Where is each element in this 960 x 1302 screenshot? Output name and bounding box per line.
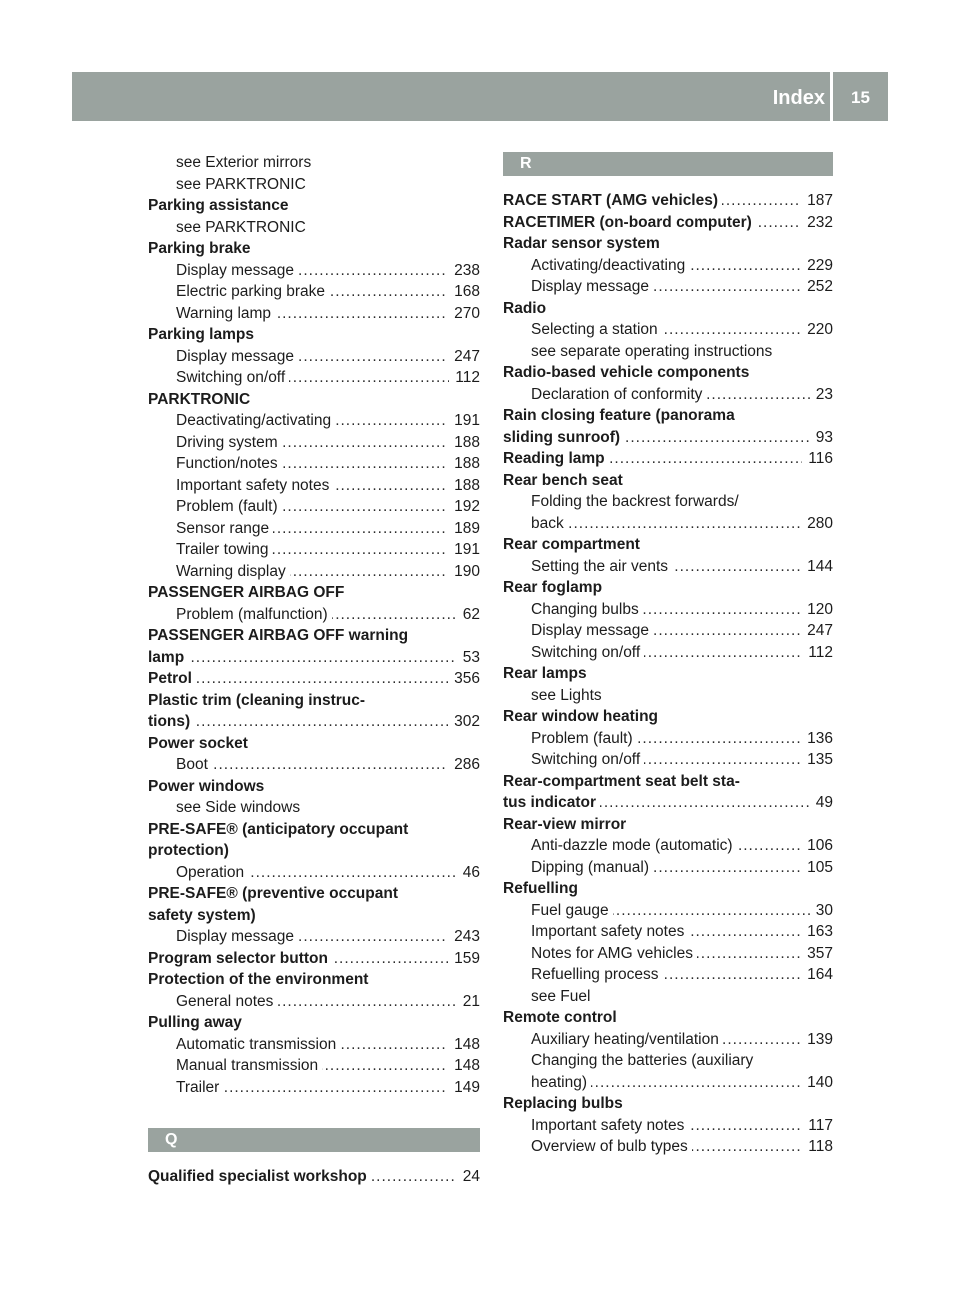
entry-page-number[interactable]: 280 <box>801 513 833 535</box>
entry-label: see Lights <box>531 687 606 704</box>
index-entry <box>148 819 480 841</box>
index-subentry <box>503 276 833 298</box>
index-subentry <box>148 281 480 303</box>
entry-page-number[interactable]: 159 <box>448 948 480 970</box>
entry-page-number[interactable]: 189 <box>448 518 480 540</box>
index-subentry <box>503 986 833 1008</box>
index-subentry <box>148 1077 480 1099</box>
entry-page-number[interactable]: 238 <box>448 260 480 282</box>
entry-page-number[interactable]: 191 <box>448 410 480 432</box>
index-subentry <box>148 303 480 325</box>
index-entry <box>148 238 480 260</box>
index-subentry <box>503 1050 833 1072</box>
entry-label: Qualified specialist workshop <box>148 1168 371 1185</box>
entry-page-number[interactable]: 232 <box>801 212 833 234</box>
index-subentry <box>148 1034 480 1056</box>
entry-label: protection) <box>148 842 233 859</box>
index-subentry <box>148 518 480 540</box>
entry-page-number[interactable]: 191 <box>448 539 480 561</box>
index-subentry <box>503 556 833 578</box>
entry-page-number[interactable]: 30 <box>810 900 833 922</box>
entry-label: sliding sunroof) <box>503 429 624 446</box>
index-subentry <box>503 685 833 707</box>
index-entry <box>503 212 833 234</box>
entry-label: Rear bench seat <box>503 472 627 489</box>
index-subentry <box>503 1029 833 1051</box>
index-entry <box>503 190 833 212</box>
entry-page-number[interactable]: 168 <box>448 281 480 303</box>
entry-label: see Fuel <box>531 988 594 1005</box>
index-subentry <box>503 642 833 664</box>
entry-page-number[interactable]: 188 <box>448 453 480 475</box>
entry-label: Setting the air vents <box>531 558 672 575</box>
entry-label: Switching on/off <box>531 751 644 768</box>
entry-page-number[interactable]: 220 <box>801 319 833 341</box>
entry-label: back <box>531 515 568 532</box>
index-entry <box>503 362 833 384</box>
index-subentry <box>148 152 480 174</box>
entry-label: Display message <box>176 928 298 945</box>
page-title: Index <box>772 87 825 109</box>
index-subentry <box>148 604 480 626</box>
index-subentry <box>148 174 480 196</box>
entry-page-number[interactable]: 21 <box>457 991 480 1013</box>
index-subentry <box>503 319 833 341</box>
entry-page-number[interactable]: 46 <box>457 862 480 884</box>
index-subentry <box>148 367 480 389</box>
index-entry <box>148 668 480 690</box>
entry-label: Radio-based vehicle components <box>503 364 753 381</box>
index-subentry <box>503 599 833 621</box>
index-subentry <box>503 384 833 406</box>
section-header-q: Q <box>148 1128 480 1152</box>
entry-label: Important safety notes <box>531 923 688 940</box>
entry-label: lamp <box>148 649 188 666</box>
entry-label: Electric parking brake <box>176 283 329 300</box>
entry-label: Overview of bulb types <box>531 1138 692 1155</box>
entry-label: PRE-SAFE® (anticipatory occupant <box>148 821 412 838</box>
entry-label: Display message <box>531 622 653 639</box>
index-entry <box>503 878 833 900</box>
entry-label: Problem (fault) <box>531 730 637 747</box>
entry-label: Declaration of conformity <box>531 386 706 403</box>
entry-label: Display message <box>176 262 298 279</box>
index-subentry <box>148 217 480 239</box>
entry-label: see PARKTRONIC <box>176 219 310 236</box>
entry-page-number[interactable]: 62 <box>457 604 480 626</box>
entry-page-number[interactable]: 247 <box>801 620 833 642</box>
index-entry <box>148 733 480 755</box>
index-subentry <box>148 260 480 282</box>
index-entry <box>503 1007 833 1029</box>
entry-label: RACE START (AMG vehicles) <box>503 192 722 209</box>
entry-label: Important safety notes <box>531 1117 688 1134</box>
entry-label: see Side windows <box>176 799 304 816</box>
index-subentry <box>503 513 833 535</box>
index-subentry <box>148 496 480 518</box>
entry-label: Function/notes <box>176 455 282 472</box>
entry-page-number[interactable]: 116 <box>802 448 833 470</box>
page-number: 15 <box>851 88 870 107</box>
entry-label: Activating/deactivating <box>531 257 689 274</box>
entry-label: General notes <box>176 993 277 1010</box>
index-subentry <box>148 410 480 432</box>
index-subentry <box>503 943 833 965</box>
index-entry <box>503 405 833 427</box>
entry-label: tus indicator <box>503 794 600 811</box>
entry-page-number[interactable]: 105 <box>801 857 833 879</box>
entry-label: Changing bulbs <box>531 601 643 618</box>
entry-label: Reading lamp <box>503 450 609 467</box>
entry-label: Switching on/off <box>176 369 289 386</box>
index-subentry <box>503 857 833 879</box>
index-subentry <box>503 900 833 922</box>
index-subentry <box>148 475 480 497</box>
index-entry <box>503 706 833 728</box>
index-entry <box>148 582 480 604</box>
entry-label: Operation <box>176 864 248 881</box>
entry-label: RACETIMER (on-board computer) <box>503 214 756 231</box>
entry-label: Selecting a station <box>531 321 662 338</box>
entry-label: Rear-compartment seat belt sta- <box>503 773 744 790</box>
index-subentry <box>503 921 833 943</box>
entry-page-number[interactable]: 357 <box>801 943 833 965</box>
entry-label: PRE-SAFE® (preventive occupant <box>148 885 402 902</box>
index-column-right <box>503 152 833 1158</box>
index-entry <box>148 948 480 970</box>
index-subentry <box>148 539 480 561</box>
entry-label: Driving system <box>176 434 282 451</box>
index-entry <box>503 1093 833 1115</box>
entry-label: Fuel gauge <box>531 902 613 919</box>
entry-label: Problem (malfunction) <box>176 606 332 623</box>
index-entry <box>503 577 833 599</box>
index-entry <box>503 663 833 685</box>
entry-label: Pulling away <box>148 1014 246 1031</box>
index-entry <box>148 1012 480 1034</box>
entry-page-number[interactable]: 192 <box>448 496 480 518</box>
entry-page-number[interactable]: 252 <box>801 276 833 298</box>
entry-page-number[interactable]: 270 <box>448 303 480 325</box>
index-subentry <box>148 346 480 368</box>
index-entry <box>503 470 833 492</box>
index-subentry <box>503 341 833 363</box>
index-entry <box>148 840 480 862</box>
entry-label: tions) <box>148 713 194 730</box>
entry-page-number[interactable]: 187 <box>801 190 833 212</box>
index-subentry <box>148 991 480 1013</box>
entry-page-number[interactable]: 140 <box>801 1072 833 1094</box>
entry-label: Notes for AMG vehicles <box>531 945 697 962</box>
entry-label: Rear-view mirror <box>503 816 630 833</box>
entry-label: Parking lamps <box>148 326 258 343</box>
entry-page-number[interactable]: 53 <box>457 647 480 669</box>
entry-label: Changing the batteries (auxiliary <box>531 1052 757 1069</box>
entry-label: Refuelling <box>503 880 582 897</box>
index-entry <box>503 534 833 556</box>
entry-label: Program selector button <box>148 950 332 967</box>
entry-page-number[interactable]: 144 <box>801 556 833 578</box>
entry-page-number[interactable]: 164 <box>801 964 833 986</box>
index-entry <box>148 647 480 669</box>
entry-page-number[interactable]: 286 <box>448 754 480 776</box>
index-column-left <box>148 152 480 1188</box>
index-subentry <box>148 754 480 776</box>
index-entry <box>148 690 480 712</box>
header-bar <box>72 72 830 121</box>
entry-page-number[interactable]: 49 <box>810 792 833 814</box>
entry-label: Warning lamp <box>176 305 275 322</box>
entry-page-number[interactable]: 247 <box>448 346 480 368</box>
index-entry <box>148 324 480 346</box>
index-subentry <box>503 1115 833 1137</box>
entry-page-number[interactable]: 120 <box>801 599 833 621</box>
index-entry <box>503 298 833 320</box>
entry-label: Replacing bulbs <box>503 1095 627 1112</box>
entry-label: Trailer <box>176 1079 223 1096</box>
entry-label: Plastic trim (cleaning instruc- <box>148 692 369 709</box>
entry-page-number[interactable]: 229 <box>801 255 833 277</box>
entry-label: Rear lamps <box>503 665 591 682</box>
index-entry <box>503 448 833 470</box>
entry-label: Petrol <box>148 670 196 687</box>
entry-label: Rain closing feature (panorama <box>503 407 739 424</box>
entry-page-number[interactable]: 23 <box>810 384 833 406</box>
index-subentry <box>503 835 833 857</box>
entry-page-number[interactable]: 148 <box>448 1055 480 1077</box>
index-subentry <box>503 620 833 642</box>
index-subentry <box>503 1136 833 1158</box>
index-entry <box>148 1166 480 1188</box>
entry-label: Parking assistance <box>148 197 292 214</box>
index-entry <box>148 969 480 991</box>
entry-label: Display message <box>531 278 653 295</box>
entry-label: safety system) <box>148 907 260 924</box>
index-subentry <box>148 926 480 948</box>
entry-label: Boot <box>176 756 212 773</box>
index-subentry <box>503 749 833 771</box>
entry-page-number[interactable]: 139 <box>801 1029 833 1051</box>
entry-label: Power windows <box>148 778 268 795</box>
entry-label: see separate operating instructions <box>531 343 776 360</box>
entry-label: Parking brake <box>148 240 255 257</box>
entry-page-number[interactable]: 106 <box>801 835 833 857</box>
entry-label: Important safety notes <box>176 477 333 494</box>
index-entry <box>503 771 833 793</box>
index-subentry <box>148 561 480 583</box>
entry-label: Manual transmission <box>176 1057 322 1074</box>
entry-label: PASSENGER AIRBAG OFF <box>148 584 348 601</box>
entry-label: PASSENGER AIRBAG OFF warning <box>148 627 412 644</box>
index-entry <box>148 905 480 927</box>
entry-label: Switching on/off <box>531 644 644 661</box>
entry-page-number[interactable]: 356 <box>448 668 480 690</box>
entry-label: Radio <box>503 300 550 317</box>
entry-label: Power socket <box>148 735 252 752</box>
index-entry <box>148 711 480 733</box>
index-subentry <box>148 797 480 819</box>
index-subentry <box>503 728 833 750</box>
entry-page-number[interactable]: 149 <box>448 1077 480 1099</box>
entry-page-number[interactable]: 190 <box>448 561 480 583</box>
entry-label: Remote control <box>503 1009 621 1026</box>
entry-page-number[interactable]: 118 <box>802 1136 833 1158</box>
entry-page-number[interactable]: 136 <box>801 728 833 750</box>
entry-page-number[interactable]: 93 <box>810 427 833 449</box>
entry-page-number[interactable]: 112 <box>449 367 480 389</box>
entry-label: Warning display <box>176 563 290 580</box>
entry-page-number[interactable]: 163 <box>801 921 833 943</box>
entry-page-number[interactable]: 135 <box>801 749 833 771</box>
entry-label: heating) <box>531 1074 591 1091</box>
entry-label: Dipping (manual) <box>531 859 653 876</box>
entry-label: Rear window heating <box>503 708 662 725</box>
entry-page-number[interactable]: 112 <box>802 642 833 664</box>
entry-label: Refuelling process <box>531 966 663 983</box>
index-entry <box>503 233 833 255</box>
index-subentry <box>503 964 833 986</box>
entry-label: see Exterior mirrors <box>176 154 315 171</box>
index-subentry <box>148 862 480 884</box>
entry-label: Sensor range <box>176 520 273 537</box>
index-subentry <box>148 453 480 475</box>
entry-page-number[interactable]: 117 <box>802 1115 833 1137</box>
index-entry <box>148 883 480 905</box>
entry-label: see PARKTRONIC <box>176 176 310 193</box>
index-subentry <box>503 255 833 277</box>
index-entry <box>148 776 480 798</box>
entry-label: Radar sensor system <box>503 235 664 252</box>
entry-label: Display message <box>176 348 298 365</box>
index-subentry <box>503 1072 833 1094</box>
entry-label: Auxiliary heating/ventilation <box>531 1031 723 1048</box>
index-entry <box>503 792 833 814</box>
entry-page-number[interactable]: 302 <box>448 711 480 733</box>
entry-page-number[interactable]: 148 <box>448 1034 480 1056</box>
index-entry <box>148 625 480 647</box>
entry-page-number[interactable]: 24 <box>457 1166 480 1188</box>
entry-label: Problem (fault) <box>176 498 282 515</box>
index-entry <box>503 427 833 449</box>
entry-label: Anti-dazzle mode (automatic) <box>531 837 737 854</box>
section-header-r: R <box>503 152 833 176</box>
entry-page-number[interactable]: 243 <box>448 926 480 948</box>
entry-label: Protection of the environment <box>148 971 372 988</box>
entry-label: Rear compartment <box>503 536 644 553</box>
entry-page-number[interactable]: 188 <box>448 432 480 454</box>
entry-label: Automatic transmission <box>176 1036 340 1053</box>
entry-label: Trailer towing <box>176 541 272 558</box>
index-subentry <box>148 432 480 454</box>
entry-label: Rear foglamp <box>503 579 606 596</box>
index-subentry <box>148 1055 480 1077</box>
index-entry <box>148 389 480 411</box>
entry-page-number[interactable]: 188 <box>448 475 480 497</box>
index-entry <box>503 814 833 836</box>
entry-label: PARKTRONIC <box>148 391 254 408</box>
index-entry <box>148 195 480 217</box>
entry-label: Deactivating/activating <box>176 412 335 429</box>
entry-label: Folding the backrest forwards/ <box>531 493 743 510</box>
index-subentry <box>503 491 833 513</box>
